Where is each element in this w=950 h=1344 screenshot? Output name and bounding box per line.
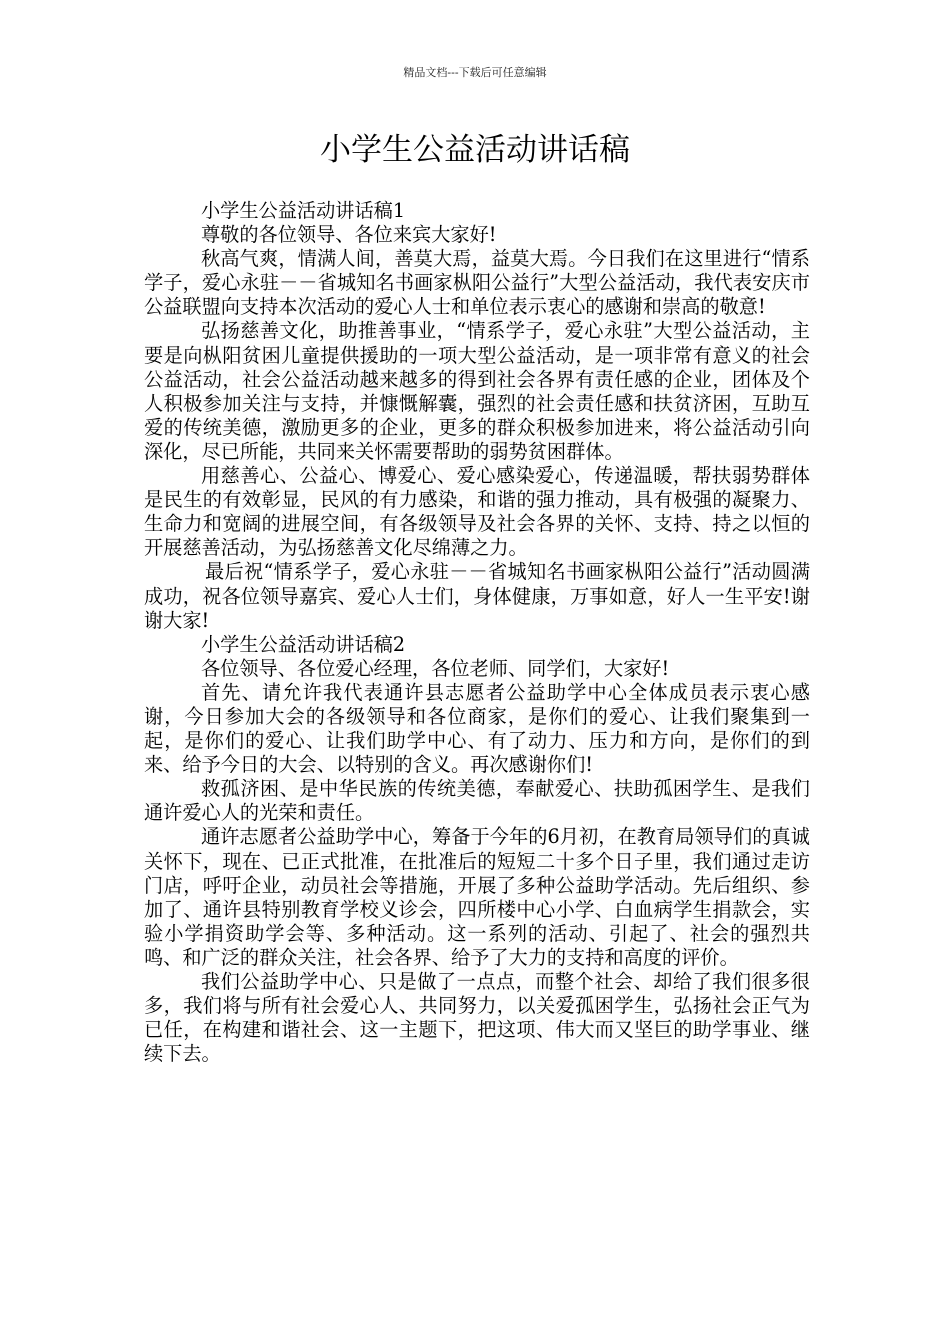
paragraph: 用慈善心、公益心、博爱心、爱心感染爱心，传递温暖，帮扶弱势群体是民生的有效彰显，民风的有力感染，和谐的强力推动，具有极强的凝聚力、生命力和宽阔的进展空间，有各级领导及社会各界的关怀、支持、持之以恒的开展慈善活动，为弘扬慈善文化尽绵薄之力。 <box>144 464 810 560</box>
document-body <box>144 199 810 1066</box>
header-note: 精品文档---下载后可任意编辑 <box>403 66 547 79</box>
paragraph: 通许志愿者公益助学中心，筹备于今年的6月初，在教育局领导们的真诚关怀下，现在、已正式批准，在批准后的短短二十多个日子里，我们通过走访门店，呼吁企业，动员社会等措施，开展了多种公益助学活动。先后组织、参加了、通许县特别教育学校义诊会，四所楼中心小学、白血病学生捐款会，实验小学捐资助学会等、多种活动。这一系列的活动、引起了、社会的强烈共鸣、和广泛的群众关注，社会各界、给予了大力的支持和高度的评价。 <box>144 825 810 969</box>
section-heading-1: 小学生公益活动讲话稿1 <box>201 199 406 222</box>
greeting-1: 尊敬的各位领导、各位来宾大家好! <box>201 223 497 247</box>
section-heading-2: 小学生公益活动讲话稿2 <box>201 632 406 656</box>
paragraph: 弘扬慈善文化，助推善事业，“情系学子，爱心永驻”大型公益活动，主要是向枞阳贫困儿童提供援助的一项大型公益活动，是一项非常有意义的社会公益活动，社会公益活动越来越多的得到社会各界有责任感的企业，团体及个人积极参加关注与支持，并慷慨解囊，强烈的社会责任感和扶贫济困，互助互爱的传统美德，激励更多的企业，更多的群众积极参加进来，将公益活动引向深化，尽已所能，共同来关怀需要帮助的弱势贫困群体。 <box>144 319 810 463</box>
paragraph: 最后祝“情系学子，爱心永驻－－省城知名书画家枞阳公益行”活动圆满成功，祝各位领导嘉宾、爱心人士们，身体健康，万事如意，好人一生平安!谢谢大家! <box>144 560 810 632</box>
document-title: 小学生公益活动讲话稿 <box>320 132 630 168</box>
paragraph: 我们公益助学中心、只是做了一点点，而整个社会、却给了我们很多很多，我们将与所有社会爱心人、共同努力，以关爱孤困学生，弘扬社会正气为已任，在构建和谐社会、这一主题下，把这项、伟大而又坚巨的助学事业、继续下去。 <box>144 970 810 1066</box>
paragraph: 救孤济困、是中华民族的传统美德，奉献爱心、扶助孤困学生、是我们通许爱心人的光荣和责任。 <box>144 777 810 825</box>
paragraph: 首先、请允许我代表通许县志愿者公益助学中心全体成员表示衷心感谢，今日参加大会的各级领导和各位商家，是你们的爱心、让我们聚集到一起，是你们的爱心、让我们助学中心、有了动力、压力和方向，是你们的到来、给予今日的大会、以特别的含义。再次感谢你们! <box>144 680 810 777</box>
paragraph: 秋高气爽，情满人间，善莫大焉，益莫大焉。今日我们在这里进行“情系学子，爱心永驻－－省城知名书画家枞阳公益行”大型公益活动，我代表安庆市公益联盟向支持本次活动的爱心人士和单位表示衷心的感谢和崇高的敬意! <box>144 247 810 319</box>
greeting-2: 各位领导、各位爱心经理，各位老师、同学们，大家好! <box>201 656 670 680</box>
